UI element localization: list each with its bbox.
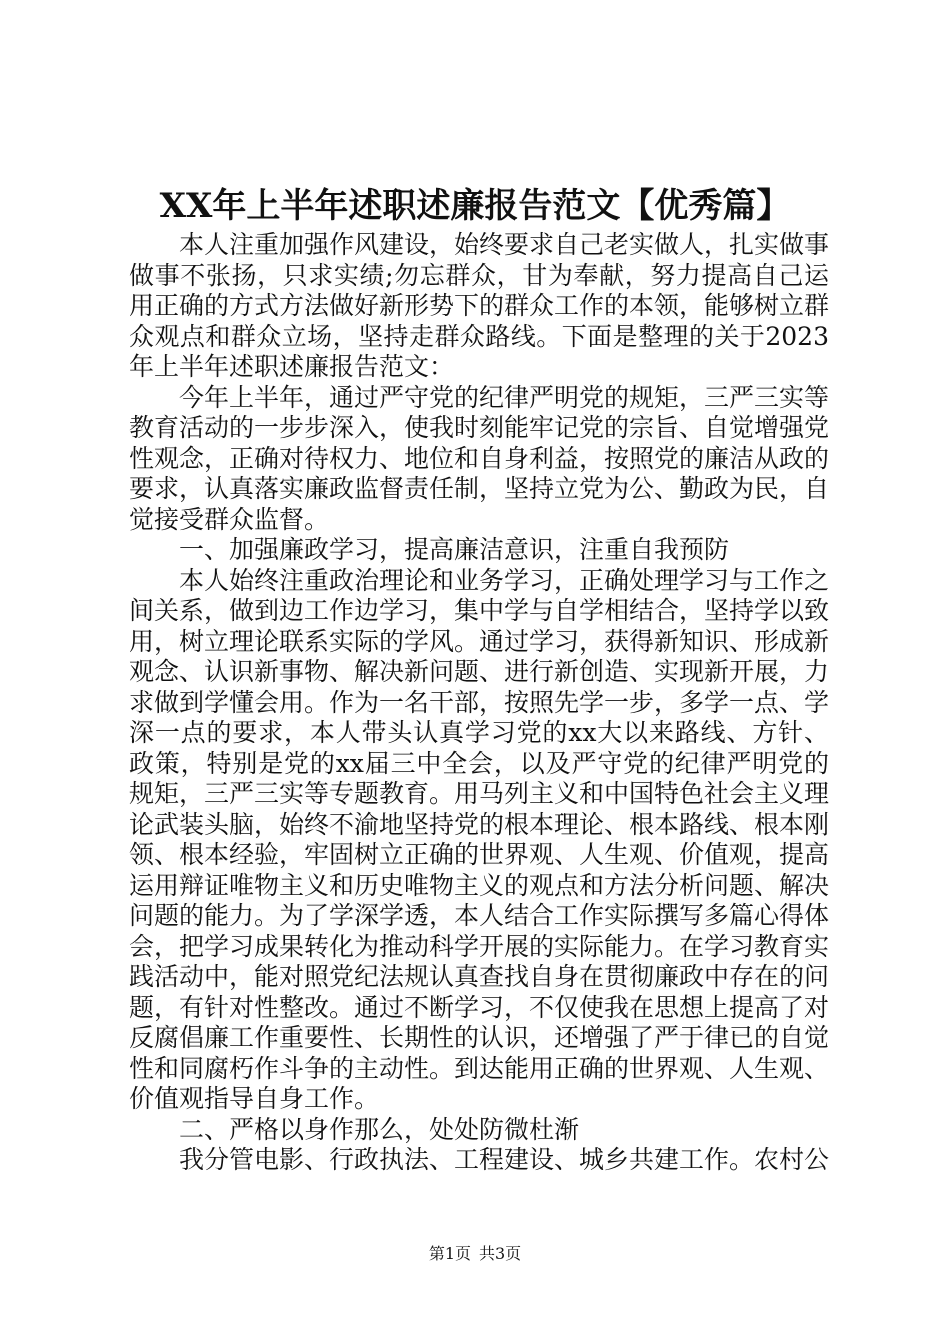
- body-paragraph: 今年上半年，通过严守党的纪律严明党的规矩，三严三实等教育活动的一步步深入，使我时刻能牢记党的宗旨、自觉增强党性观念，正确对待权力、地位和自身利益，按照党的廉洁从政的要求，认真落实廉政监督责任制，坚持立党为公、勤政为民，自觉接受群众监督。: [129, 382, 830, 534]
- intro-paragraph: 本人注重加强作风建设，始终要求自己老实做人，扎实做事做事不张扬，只求实绩;勿忘群众，甘为奉献，努力提高自己运用正确的方式方法做好新形势下的群众工作的本领，能够树立群众观点和群众立场，坚持走群众路线。下面是整理的关于2023年上半年述职述廉报告范文：: [129, 230, 830, 381]
- document-body: [129, 230, 829, 1176]
- document-title: XX年上半年述职述廉报告范文【优秀篇】: [159, 186, 791, 226]
- section-heading-2: 二、严格以身作那么，处处防微杜渐: [179, 1114, 580, 1144]
- page-total: 共3页: [479, 1244, 522, 1263]
- body-paragraph: 本人始终注重政治理论和业务学习，正确处理学习与工作之间关系，做到边工作边学习，集中学与自学相结合，坚持学以致用，树立理论联系实际的学风。通过学习，获得新知识、形成新观念、认识新事物、解决新问题、进行新创造、实现新开展，力求做到学懂会用。作为一名干部，按照先学一步，多学一点、学深一点的要求，本人带头认真学习党的xx大以来路线、方针、政策，特别是党的xx届三中全会，以及严守党的纪律严明党的规矩，三严三实等专题教育。用马列主义和中国特色社会主义理论武装头脑，始终不渝地坚持党的根本理论、根本路线、根本刚领、根本经验，牢固树立正确的世界观、人生观、价值观，提高运用辩证唯物主义和历史唯物主义的观点和方法分析问题、解决问题的能力。为了学深学透，本人结合工作实际撰写多篇心得体会，把学习成果转化为推动科学开展的实际能力。在学习教育实践活动中，能对照党纪法规认真查找自身在贯彻廉政中存在的问题，有针对性整改。通过不断学习，不仅使我在思想上提高了对反腐倡廉工作重要性、长期性的认识，还增强了严于律已的自觉性和同腐朽作斗争的主动性。到达能用正确的世界观、人生观、价值观指导自身工作。: [129, 565, 830, 1113]
- section-heading-1: 一、加强廉政学习，提高廉洁意识，注重自我预防: [179, 535, 730, 564]
- body-paragraph: 我分管电影、行政执法、工程建设、城乡共建工作。农村公: [179, 1145, 830, 1174]
- page-number: 第1页: [428, 1244, 471, 1263]
- page-footer: [0, 1244, 950, 1264]
